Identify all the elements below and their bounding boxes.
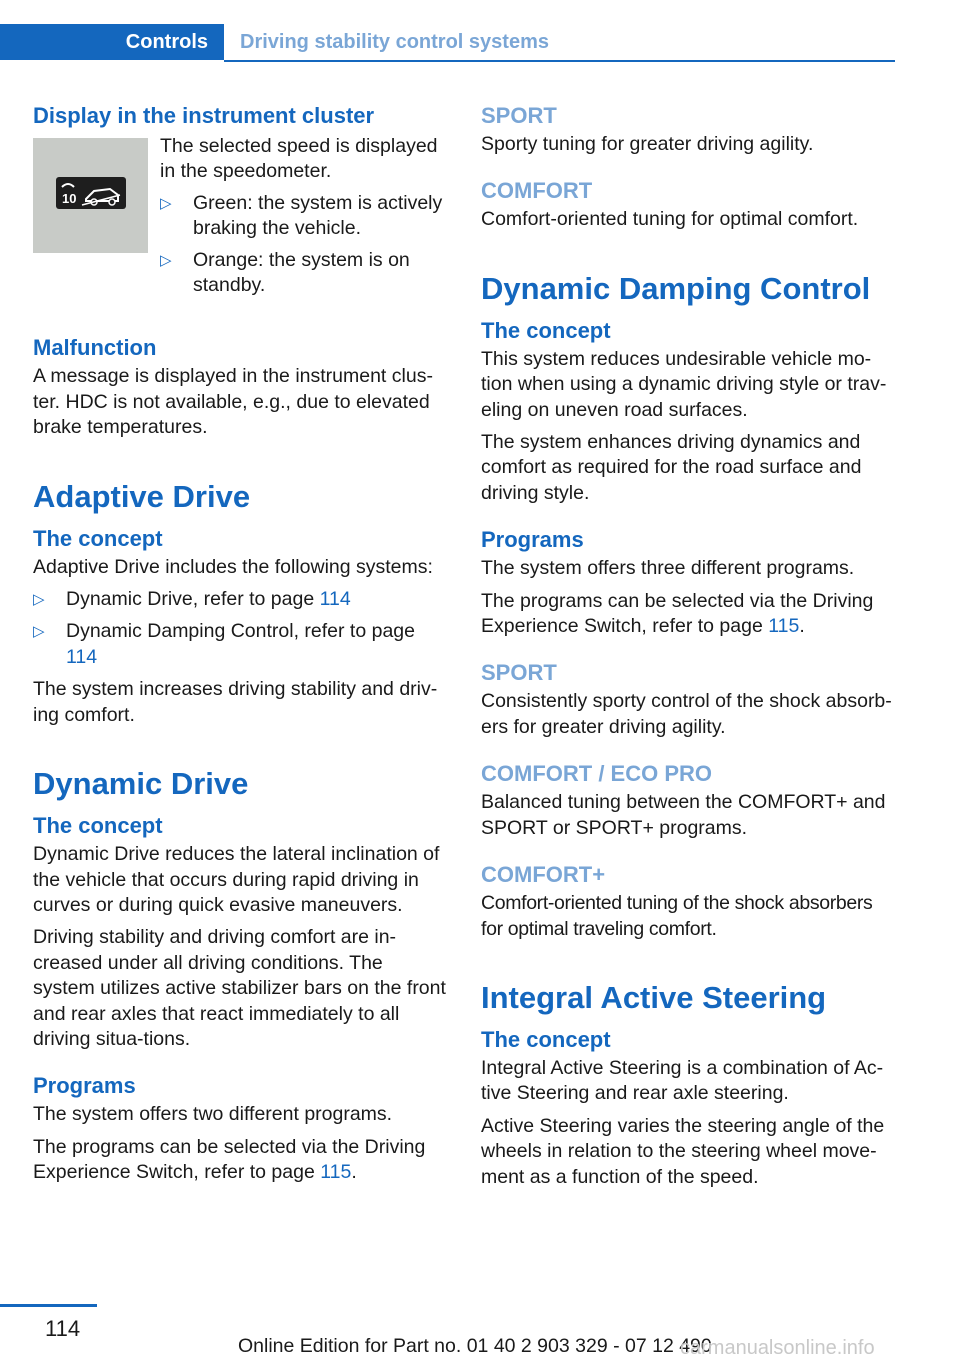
comfort-heading: COMFORT bbox=[481, 178, 593, 204]
display-list bbox=[160, 191, 449, 299]
list-item: ▷ Green: the system is actively braking the vehicle. bbox=[160, 191, 443, 240]
ddc-programs-text-2: The programs can be selected via the Driving Experience Switch, refer to page 115. bbox=[481, 589, 874, 638]
watermark: carmanualsonline.info bbox=[680, 1337, 875, 1359]
list-item: ▷ Dynamic Drive, refer to page 114 bbox=[33, 587, 449, 612]
hdc-icon bbox=[56, 177, 126, 209]
display-text: The selected speed is displayed in the speedometer. bbox=[160, 135, 438, 183]
left-column bbox=[33, 100, 449, 1186]
dynamic-text-2: Driving stability and driving comfort are in-creased under all driving conditions. The system utilizes active stabilizer bars on the front and rear axles that react immediately to all driving situa-tions. bbox=[33, 926, 446, 1050]
ddc-sport-heading: SPORT bbox=[481, 660, 557, 686]
hdc-indicator-image bbox=[33, 138, 148, 253]
subsection-title[interactable]: Driving stability control systems bbox=[240, 31, 549, 53]
malfunction-heading: Malfunction bbox=[33, 335, 157, 361]
display-heading: Display in the instrument cluster bbox=[33, 103, 375, 128]
dynamic-text-1: Dynamic Drive reduces the lateral inclination of the vehicle that occurs during rapid driving in curves or during quick evasive maneuvers. bbox=[33, 843, 440, 916]
section-tab[interactable]: Controls bbox=[0, 24, 224, 60]
page-number: 114 bbox=[45, 1316, 81, 1341]
right-column bbox=[481, 100, 897, 1190]
sport-text: Sporty tuning for greater driving agility. bbox=[481, 133, 814, 155]
triangle-bullet-icon: ▷ bbox=[33, 591, 45, 609]
ddc-programs-heading: Programs bbox=[481, 527, 584, 553]
edition-text: Online Edition for Part no. 01 40 2 903 329 - 07 12 490 bbox=[238, 1335, 712, 1357]
malfunction-text: A message is displayed in the instrument clus-ter. HDC is not available, e.g., due to elevated brake temperatures. bbox=[33, 365, 433, 439]
svg-text:10: 10 bbox=[62, 191, 77, 206]
programs-text-2: The programs can be selected via the Driving Experience Switch, refer to page 115. bbox=[33, 1135, 426, 1184]
triangle-bullet-icon: ▷ bbox=[160, 251, 172, 269]
ddc-programs-text-1: The system offers three different programs. bbox=[481, 557, 855, 580]
page-link[interactable]: 115 bbox=[320, 1161, 352, 1184]
adaptive-concept-heading: The concept bbox=[33, 525, 163, 551]
ias-title: Integral Active Steering bbox=[481, 979, 827, 1015]
list-item: ▷ Orange: the system is on standby. bbox=[160, 248, 410, 297]
sport-heading: SPORT bbox=[481, 103, 557, 128]
dynamic-concept-heading: The concept bbox=[33, 813, 163, 839]
page-link[interactable]: 115 bbox=[768, 615, 800, 638]
ias-text-1: Integral Active Steering is a combination of Ac-tive Steering and rear axle steering. bbox=[481, 1056, 884, 1105]
ddc-eco-text: Balanced tuning between the COMFORT+ and SPORT or SPORT+ programs. bbox=[481, 791, 886, 839]
ddc-title: Dynamic Damping Control bbox=[481, 270, 871, 306]
header-rule bbox=[224, 60, 895, 62]
ddc-text-2: The system enhances driving dynamics and comfort as required for the road surface and driving style. bbox=[481, 431, 862, 504]
display-block bbox=[33, 132, 449, 298]
page-link[interactable]: 114 bbox=[319, 588, 351, 611]
programs-text-1: The system offers two different programs. bbox=[33, 1103, 393, 1126]
page-header bbox=[0, 24, 895, 62]
programs-heading: Programs bbox=[33, 1073, 136, 1099]
ias-text-2: Active Steering varies the steering angle of the wheels in relation to the steering wheel move-ment as a function of the speed. bbox=[481, 1114, 885, 1188]
adaptive-drive-title: Adaptive Drive bbox=[33, 478, 251, 514]
list-item: ▷ Dynamic Damping Control, refer to page 114 bbox=[33, 620, 415, 668]
triangle-bullet-icon: ▷ bbox=[160, 194, 172, 212]
ddc-comfortplus-text: Comfort-oriented tuning of the shock absorbers for optimal traveling comfort. bbox=[481, 892, 873, 940]
page-link[interactable]: 114 bbox=[66, 645, 98, 668]
adaptive-list bbox=[33, 587, 449, 670]
triangle-bullet-icon: ▷ bbox=[33, 623, 45, 641]
ddc-concept-heading: The concept bbox=[481, 317, 611, 343]
adaptive-outro: The system increases driving stability and driv-ing comfort. bbox=[33, 678, 438, 726]
ias-concept-heading: The concept bbox=[481, 1026, 611, 1052]
footer-rule bbox=[0, 1304, 97, 1307]
ddc-text-1: This system reduces undesirable vehicle mo-tion when using a dynamic driving style or trav-eling on uneven road surfaces. bbox=[481, 347, 887, 421]
ddc-sport-text: Consistently sporty control of the shock absorb-ers for greater driving agility. bbox=[481, 690, 892, 738]
ddc-eco-heading: COMFORT / ECO PRO bbox=[481, 761, 712, 787]
dynamic-drive-title: Dynamic Drive bbox=[33, 766, 249, 802]
ddc-comfortplus-heading: COMFORT+ bbox=[481, 862, 606, 888]
comfort-text: Comfort-oriented tuning for optimal comfort. bbox=[481, 208, 859, 231]
adaptive-intro: Adaptive Drive includes the following systems: bbox=[33, 555, 433, 578]
